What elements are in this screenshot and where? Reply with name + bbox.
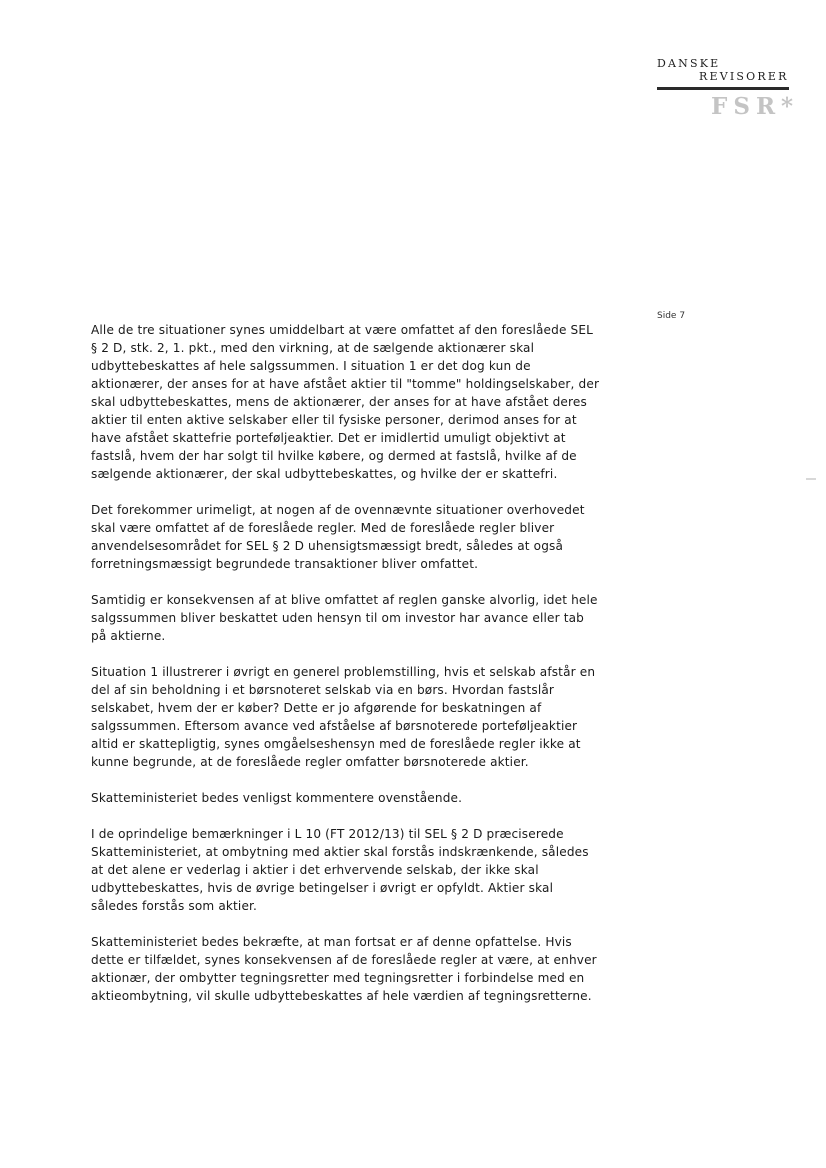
logo-rule <box>657 87 789 90</box>
paragraph-request-comment: Skatteministeriet bedes venligst kommentere ovenstående. <box>91 791 463 805</box>
paragraph-consequence: Samtidig er konsekvensen af at blive omfattet af reglen ganske alvorlig, idet hele salgssummen bliver beskattet uden hensyn til om investor har avance eller tab på aktierne. <box>91 593 598 643</box>
paragraph-original-remarks: I de oprindelige bemærkninger i L 10 (FT 2012/13) til SEL § 2 D præciserede Skatteministeriet, at ombytning med aktier skal forstås indskrænkende, således at det alene er vederlag i aktier i det erhvervende selskab, der ikke skal udbyttebeskattes, hvis de øvrige betingelser i øvrigt er opfyldt. Aktier skal således forstås som aktier. <box>91 827 589 913</box>
paragraph-request-confirm: Skatteministeriet bedes bekræfte, at man fortsat er af denne opfattelse. Hvis dette er tilfældet, synes konsekvensen af de foreslåede regler at være, at enhver aktionær, der ombytter tegningsretter med tegningsretter i forbindelse med en aktieombytning, vil skulle udbyttebeskattes af hele værdien af tegningsretterne. <box>91 935 597 1003</box>
logo-mark-fsr: FSR* <box>711 93 800 120</box>
page-number: Side 7 <box>657 311 686 321</box>
document-body <box>91 321 621 1023</box>
logo-text-revisorer: REVISORER <box>699 70 789 83</box>
logo-text-danske: DANSKE <box>657 57 721 70</box>
scan-speck <box>806 478 816 480</box>
paragraph-unreasonable: Det forekommer urimeligt, at nogen af de ovennævnte situationer overhovedet skal være omfattet af de foreslåede regler. Med de foreslåede regler bliver anvendelsesområdet for SEL § 2 D uhensigtsmæssigt bredt, således at også forretningsmæssigt begrundede transaktioner bliver omfattet. <box>91 503 585 571</box>
paragraph-situations: Alle de tre situationer synes umiddelbart at være omfattet af den foreslåede SEL § 2 D, stk. 2, 1. pkt., med den virkning, at de sælgende aktionærer skal udbyttebeskattes af hele salgssummen. I situation 1 er det dog kun de aktionærer, der anses for at have afstået aktier til "tomme" holdingselskaber, der skal udbyttebeskattes, mens de aktionærer, der anses for at have afstået deres aktier til enten aktive selskaber eller til fysiske personer, derimod anses for at have afstået skattefrie porteføljeaktier. Det er imidlertid umuligt objektivt at fastslå, hvem der har solgt til hvilke købere, og dermed at fastslå, hvilke af de sælgende aktionærer, der skal udbyttebeskattes, og hvilke der er skattefri. <box>91 323 600 481</box>
paragraph-situation-1: Situation 1 illustrerer i øvrigt en generel problemstilling, hvis et selskab afstår en del af sin beholdning i et børsnoteret selskab via en børs. Hvordan fastslår selskabet, hvem der er køber? Dette er jo afgørende for beskatningen af salgssummen. Eftersom avance ved afståelse af børsnoterede porteføljeaktier altid er skattepligtig, synes omgåelseshensyn med de foreslåede regler ikke at kunne begrunde, at de foreslåede regler omfatter børsnoterede aktier. <box>91 665 596 769</box>
